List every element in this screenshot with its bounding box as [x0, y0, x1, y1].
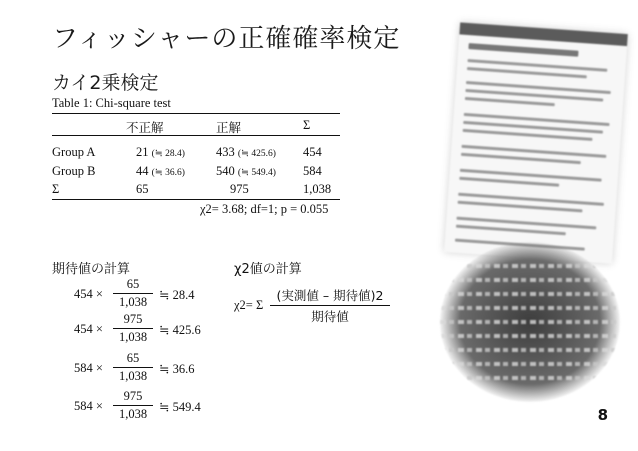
table-cell: 540 (≒ 549.4) — [216, 164, 276, 178]
xml-code-image — [440, 242, 620, 402]
section-subtitle: カイ2乗検定 — [52, 72, 159, 94]
table-cell: 65 — [136, 182, 149, 196]
calc-fraction: $\frac{65}{1,038}$ — [113, 277, 153, 310]
table-row-label: Group A — [52, 145, 96, 159]
table-cell: 975 — [230, 182, 249, 196]
table-header-sum: Σ — [303, 118, 311, 132]
chi-formula-heading: χ2値の計算 — [234, 262, 302, 277]
slide-title: フィッシャーの正確確率検定 — [52, 24, 401, 54]
calc-multiplier: 584 × — [74, 399, 103, 413]
calc-multiplier: 454 × — [74, 322, 103, 336]
table-cell-sum: 1,038 — [303, 182, 332, 196]
table-row-label: Σ — [52, 182, 60, 196]
table-cell: 44 (≒ 36.6) — [136, 164, 185, 178]
table-header-incorrect: 不正解 — [126, 121, 164, 135]
calc-multiplier: 454 × — [74, 287, 103, 301]
page-number: 8 — [597, 406, 608, 424]
chi-formula-lhs: χ2= Σ — [234, 298, 264, 312]
search-results-screenshot-image — [444, 22, 628, 263]
table-row-label: Group B — [52, 164, 96, 178]
table-bottom-rule — [52, 199, 340, 200]
calc-result: ≒ 28.4 — [159, 288, 195, 302]
calc-fraction: $\frac{975}{1,038}$ — [113, 389, 153, 422]
calc-fraction: $\frac{975}{1,038}$ — [113, 312, 153, 345]
chi-square-result: χ2= 3.68; df=1; p = 0.055 — [200, 202, 329, 216]
table-cell-sum: 454 — [303, 145, 322, 159]
table-cell: 21 (≒ 28.4) — [136, 145, 185, 159]
table-cell-sum: 584 — [303, 164, 322, 178]
table-header-correct: 正解 — [216, 121, 242, 135]
chi-formula-fraction: (実測値 – 期待値)2 期待値 — [270, 286, 390, 325]
table-cell: 433 (≒ 425.6) — [216, 145, 276, 159]
calc-result: ≒ 36.6 — [159, 362, 195, 376]
table-caption: Table 1: Chi-square test — [52, 96, 171, 110]
table-header-rule — [52, 135, 340, 136]
calc-fraction: $\frac{65}{1,038}$ — [113, 351, 153, 384]
calc-result: ≒ 549.4 — [159, 400, 201, 414]
expected-heading: 期待値の計算 — [52, 262, 131, 277]
table-top-rule — [52, 113, 340, 114]
calc-multiplier: 584 × — [74, 361, 103, 375]
calc-result: ≒ 425.6 — [159, 323, 201, 337]
